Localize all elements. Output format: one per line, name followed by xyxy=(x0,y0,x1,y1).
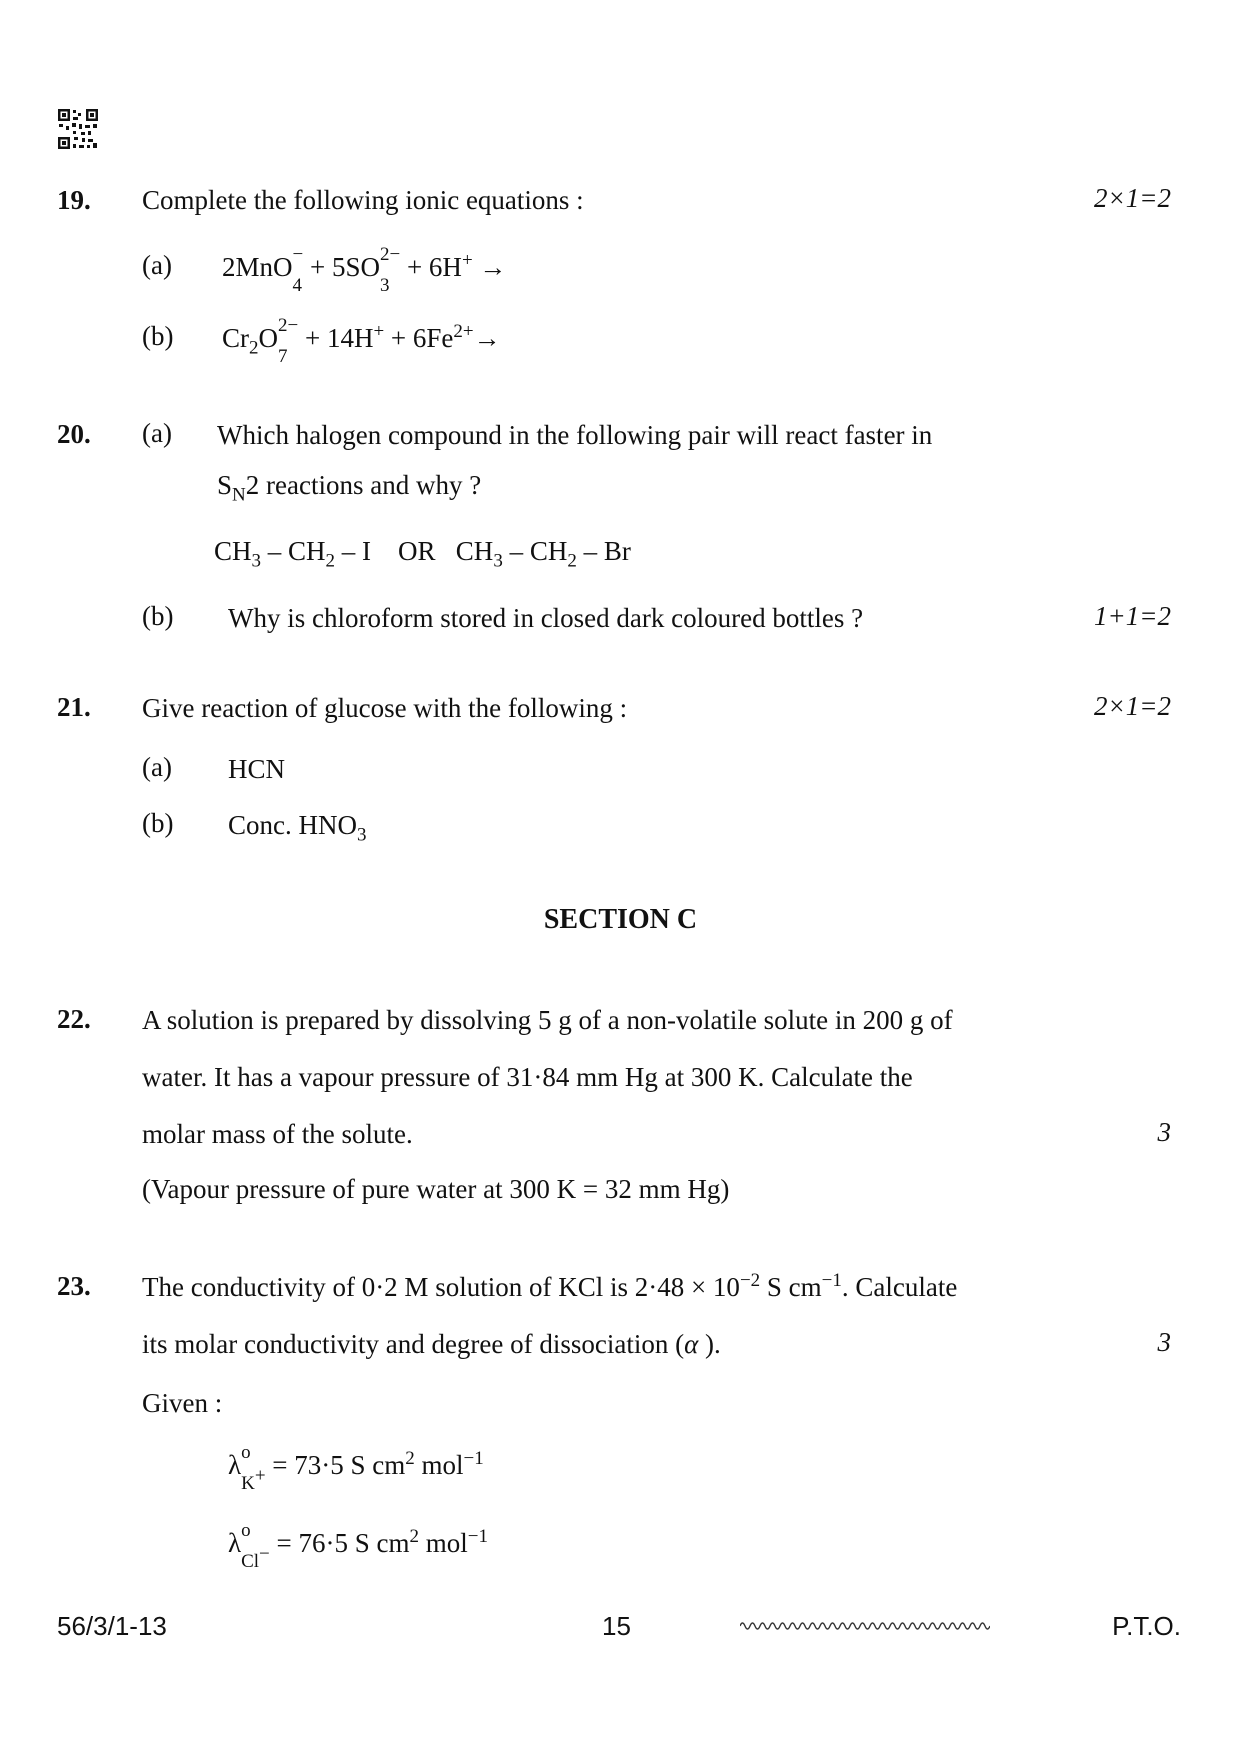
q20-compound-pair: $CH_3 - CH_2$ – I OR $CH_3 - CH_2$ – Br xyxy=(214,536,631,572)
question-23-marks: 3 xyxy=(1157,1327,1171,1357)
q19-equation-b: $Cr_2O$ 2− 7 + $14H^+ + 6Fe^{2+}\to$ xyxy=(222,314,501,367)
q22-line-4: (Vapour pressure of pure water at 300 K = 32 mm Hg) xyxy=(142,1174,730,1204)
question-19-text: Complete the following ionic equations : xyxy=(142,185,584,215)
wavy-line-icon xyxy=(740,1619,990,1633)
q19-part-b-label: (b) xyxy=(142,321,174,351)
q22-line-3: molar mass of the solute. xyxy=(142,1119,413,1149)
question-number-23: 23. xyxy=(57,1271,91,1301)
section-heading: SECTION C xyxy=(543,904,698,935)
q20-part-b-label: (b) xyxy=(142,601,174,631)
q20-part-a-line2: $S_N2$ reactions and why ? xyxy=(217,470,482,506)
q23-lambda-k: λ o K+ = 73·5 S $cm^2$ mol$^{-1}$ xyxy=(228,1441,484,1494)
qr-code-icon xyxy=(57,108,99,150)
question-21-marks: 2×1=2 xyxy=(1094,691,1171,721)
q20-part-b-text: Why is chloroform stored in closed dark coloured bottles ? xyxy=(228,603,864,633)
q19-part-a-label: (a) xyxy=(142,250,172,280)
q23-line-2: its molar conductivity and degree of dissociation (α ). xyxy=(142,1329,721,1359)
q20-part-a-label: (a) xyxy=(142,418,172,448)
q21-part-b-label: (b) xyxy=(142,808,174,838)
q23-lambda-cl: λ o Cl− = 76·5 S $cm^2$ mol$^{-1}$ xyxy=(228,1519,488,1572)
question-number-20: 20. xyxy=(57,419,91,449)
question-20-marks: 1+1=2 xyxy=(1094,601,1171,631)
q23-given-label: Given : xyxy=(142,1388,223,1418)
q23-line-1: The conductivity of 0·2 M solution of KCl is $2\cdot 48 \times 10^{-2}$ S $cm^{-1}$. Calculate xyxy=(142,1270,958,1302)
paper-code: 56/3/1-13 xyxy=(57,1611,167,1641)
q19-equation-a: 2MnO − 4 + 5SO 2− 3 + 6H+ → xyxy=(222,243,507,296)
question-21-text: Give reaction of glucose with the following : xyxy=(142,693,628,723)
pto-label: P.T.O. xyxy=(1112,1611,1181,1641)
q21-part-a-label: (a) xyxy=(142,752,172,782)
question-19-marks: 2×1=2 xyxy=(1094,183,1171,213)
question-number-22: 22. xyxy=(57,1004,91,1034)
question-number-21: 21. xyxy=(57,692,91,722)
q20-part-a-line1: Which halogen compound in the following pair will react faster in xyxy=(217,420,933,450)
q22-line-2: water. It has a vapour pressure of 31·84 mm Hg at 300 K. Calculate the xyxy=(142,1062,913,1092)
q22-line-1: A solution is prepared by dissolving 5 g of a non-volatile solute in 200 g of xyxy=(142,1005,953,1035)
page-number: 15 xyxy=(602,1611,631,1641)
question-22-marks: 3 xyxy=(1157,1117,1171,1147)
q21-part-b-text: Conc. $HNO_3$ xyxy=(228,810,367,846)
question-number-19: 19. xyxy=(57,185,91,215)
q21-part-a-text: HCN xyxy=(228,754,286,784)
